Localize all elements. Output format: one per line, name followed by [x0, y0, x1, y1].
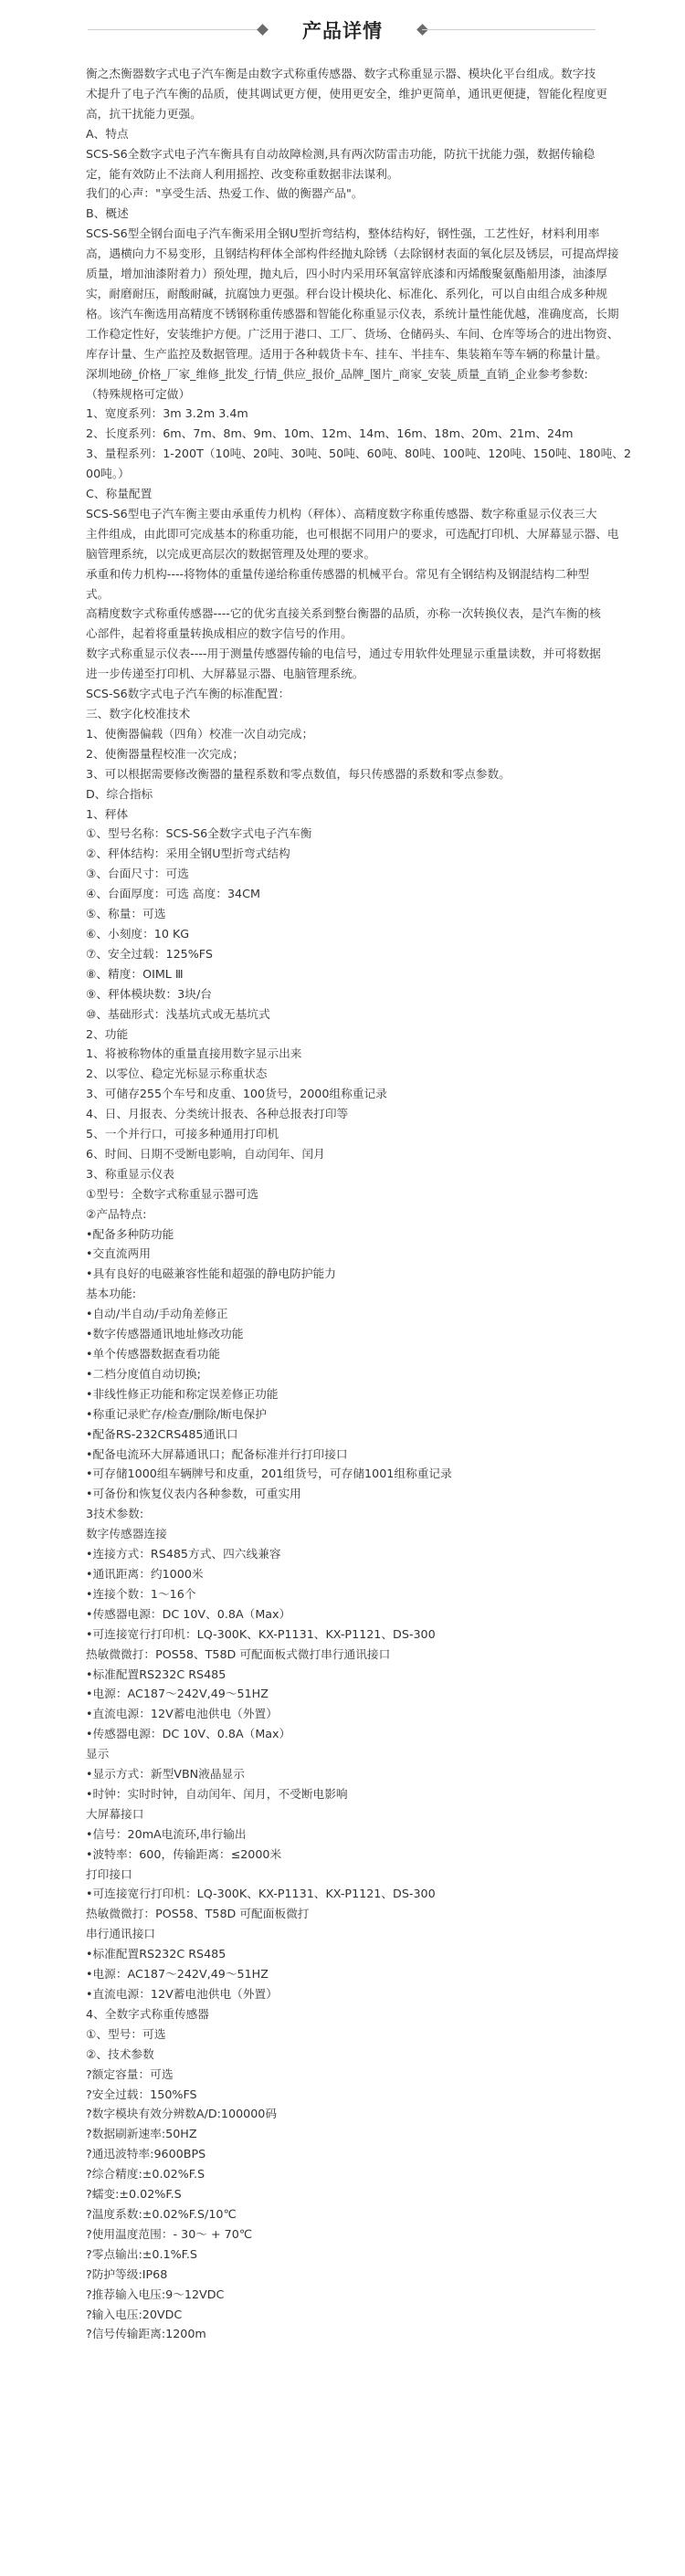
text-line: ?数据刷新速率:50HZ — [86, 2127, 197, 2141]
text-line: •单个传感器数据查看功能 — [86, 1347, 221, 1361]
text-line: •可备份和恢复仪表内各种参数，可重实用 — [86, 1487, 301, 1501]
text-line: SCS-S6全数字式电子汽车衡具有自动故障检测,具有两次防雷击功能，防抗干扰能力强，数据传输稳 — [86, 146, 595, 161]
text-line: ⑤、称量：可选 — [86, 907, 166, 921]
text-line: ?数字模块有效分辨数A/D:100000码 — [86, 2107, 278, 2121]
text-line: 质量，增加油漆附着力）预处理，抛丸后，四小时内采用环氧富锌底漆和丙烯酸聚氨酯船用漆，油漆厚 — [86, 267, 607, 281]
text-line: 工作稳定性好，安装维护方便。广泛用于港口、工厂、货场、仓储码头、车间、仓库等场合的进出物资、 — [86, 326, 619, 341]
text-line: ①、型号名称：SCS-S6全数字式电子汽车衡 — [86, 826, 312, 841]
text-line: 串行通讯接口 — [86, 1927, 156, 1941]
text-line: 式。 — [86, 586, 110, 601]
text-line: •连接个数：1～16个 — [86, 1586, 196, 1601]
text-line: •可连接宽行打印机：LQ-300K、KX-P1131、KX-P1121、DS-300 — [86, 1887, 436, 1901]
text-line: 高，遇横向力不易变形，且钢结构秤体全部构件经抛丸除锈（去除钢材表面的氧化层及锈层，可提高焊接 — [86, 247, 619, 261]
text-line: •电源：AC187～242V,49～51HZ — [86, 1967, 269, 1982]
text-line: 实，耐磨耐压，耐酸耐碱，抗腐蚀力更强。秤台设计模块化、标准化、系列化，可以自由组合成多种规 — [86, 286, 607, 300]
text-line: ?通迅波特率:9600BPS — [86, 2147, 206, 2161]
text-line: 进一步传递至打印机、大屏幕显示器、电脑管理系统。 — [86, 667, 364, 681]
text-line: ?输入电压:20VDC — [86, 2307, 183, 2321]
text-line: 2、使衡器量程校准一次完成； — [86, 746, 245, 761]
text-line: 衡之杰衡器数字式电子汽车衡是由数字式称重传感器、数字式称重显示器、模块化平台组成。数字技 — [86, 67, 596, 80]
text-line: 打印接口 — [86, 1866, 132, 1881]
text-line: SCS-S6型电子汽车衡主要由承重传力机构（秤体）、高精度数字称重传感器、数字称重显示仪表三大 — [86, 506, 597, 520]
text-line: ?信号传输距离:1200m — [86, 2327, 206, 2341]
text-line: •连接方式：RS485方式、四六线兼容 — [86, 1547, 281, 1561]
text-line: ⑩、基础形式：浅基坑式或无基坑式 — [86, 1006, 270, 1021]
text-line: 2、以零位、稳定光标显示称重状态 — [86, 1067, 268, 1081]
text-line: 1、将被称物体的重量直接用数字显示出来 — [86, 1046, 302, 1061]
text-line: •通讯距离：约1000米 — [86, 1566, 204, 1581]
text-line: •数字传感器通讯地址修改功能 — [86, 1327, 244, 1341]
text-line: 三、数字化校准技术 — [86, 707, 191, 720]
text-line: ①、型号：可选 — [86, 2026, 166, 2041]
text-line: 5、一个并行口，可接多种通用打印机 — [86, 1127, 279, 1141]
text-line: •显示方式：新型VBN液晶显示 — [86, 1767, 245, 1782]
text-line: •交直流两用 — [86, 1246, 151, 1261]
text-line: •非线性修正功能和称定误差修正功能 — [86, 1386, 279, 1401]
text-line: •标准配置RS232C RS485 — [86, 1667, 227, 1681]
text-line: 高，抗干扰能力更强。 — [86, 106, 202, 121]
text-line: ?使用温度范围：- 30～ + 70℃ — [86, 2226, 253, 2241]
text-line: ⑨、秤体模块数：3块/台 — [86, 986, 212, 1001]
text-line: ②产品特点: — [86, 1206, 147, 1221]
text-line: ?综合精度:±0.02%F.S — [86, 2167, 206, 2182]
text-line: 3、可以根据需要修改衡器的量程系数和零点数值，每只传感器的系数和零点参数。 — [86, 766, 511, 781]
text-line: •信号：20mA电流环,串行输出 — [86, 1826, 247, 1841]
text-line: （特殊规格可定做） — [86, 386, 191, 401]
text-line: •配备多种防功能 — [86, 1226, 174, 1241]
text-line: 1、宽度系列：3m 3.2m 3.4m — [86, 406, 248, 421]
page-title: 产品详情 — [302, 20, 383, 42]
text-line: 00吨。） — [86, 467, 130, 481]
text-line: 显示 — [86, 1747, 110, 1761]
text-line: 1、使衡器偏载（四角）校准一次自动完成； — [86, 726, 314, 741]
text-line: 我们的心声："享受生活、热爱工作、做的衡器产品"。 — [86, 186, 364, 201]
text-line: 2、长度系列：6m、7m、8m、9m、10m、12m、14m、16m、18m、20m、21m、24m — [86, 426, 574, 441]
text-line: ①型号：全数字式称重显示器可选 — [86, 1186, 258, 1201]
text-line: 大屏幕接口 — [86, 1806, 144, 1821]
text-line: 术提升了电子汽车衡的品质，使其调试更方便，使用更安全，维护更简单，通讯更便捷，智能化程度更 — [86, 86, 607, 100]
section-header — [0, 0, 685, 64]
text-line: D、综合指标 — [86, 786, 153, 801]
text-line: •二档分度值自动切换; — [86, 1366, 201, 1381]
text-line: SCS-S6数字式电子汽车衡的标准配置： — [86, 687, 290, 701]
text-line: 6、时间、日期不受断电影响，自动闰年、闰月 — [86, 1146, 325, 1161]
text-line: 热敏微微打：POS58、T58D 可配面板式微打串行通讯接口 — [86, 1646, 391, 1661]
text-line: ?防护等级:IP68 — [86, 2266, 168, 2281]
text-line: ③、台面尺寸：可选 — [86, 867, 189, 881]
text-line: •传感器电源：DC 10V、0.8A（Max） — [86, 1727, 291, 1741]
text-line: 基本功能: — [86, 1287, 137, 1301]
text-line: •配备RS-232CRS485通讯口 — [86, 1426, 238, 1441]
text-line: ?额定容量：可选 — [86, 2066, 174, 2081]
text-line: 数字式称重显示仪表----用于测量传感器传输的电信号，通过专用软件处理显示重量读数，并可将数据 — [86, 647, 601, 661]
text-line: 深圳地磅_价格_厂家_维修_批发_行情_供应_报价_品牌_图片_商家_安装_质量_直销_企业参考参数: — [86, 366, 588, 381]
text-line: 2、功能 — [86, 1026, 129, 1041]
text-line: ?蠕变:±0.02%F.S — [86, 2187, 182, 2202]
text-line: •可存储1000组车辆牌号和皮重，201组货号，可存储1001组称重记录 — [86, 1467, 452, 1481]
text-line: ⑥、小刻度：10 KG — [86, 926, 190, 941]
text-line: 1、秤体 — [86, 806, 129, 821]
text-line: •时钟：实时时钟，自动闰年、闰月，不受断电影响 — [86, 1786, 348, 1801]
text-line: •自动/半自动/手动角差修正 — [86, 1307, 228, 1321]
text-line: 格。该汽车衡选用高精度不锈钢称重传感器和智能化称重显示仪表，系统计量性能优越，准确度高，长期 — [86, 306, 619, 321]
text-line: SCS-S6型全钢台面电子汽车衡采用全钢U型折弯结构，整体结构好，钢性强，工艺性好，材料利用率 — [86, 226, 600, 241]
text-line: 热敏微微打：POS58、T58D 可配面板微打 — [86, 1907, 310, 1921]
header-divider-right — [422, 29, 595, 30]
product-description — [0, 64, 685, 2344]
text-line: ⑦、安全过载：125%FS — [86, 946, 213, 961]
text-line: •可连接宽行打印机：LQ-300K、KX-P1131、KX-P1121、DS-300 — [86, 1626, 436, 1641]
text-line: •波特率：600，传输距离：≤2000米 — [86, 1846, 282, 1861]
text-line: 主件组成，由此即可完成基本的称重功能，也可根据不同用户的要求，可选配打印机、大屏幕显示器、电 — [86, 526, 619, 541]
text-line: 定，能有效防止不法商人利用摇控、改变称重数据非法谋利。 — [86, 166, 399, 181]
text-line: 3、可储存255个车号和皮重、100货号，2000组称重记录 — [86, 1087, 387, 1101]
text-line: •具有良好的电磁兼容性能和超强的静电防护能力 — [86, 1267, 336, 1281]
text-line: •传感器电源：DC 10V、0.8A（Max） — [86, 1606, 291, 1621]
text-line: •直流电源：12V蓄电池供电（外置） — [86, 1987, 278, 2001]
text-line: 4、全数字式称重传感器 — [86, 2006, 209, 2021]
text-line: ②、秤体结构：采用全钢U型折弯式结构 — [86, 846, 290, 861]
text-line: ?零点输出:±0.1%F.S — [86, 2246, 197, 2261]
text-line: 4、日、月报表、分类统计报表、各种总报表打印等 — [86, 1107, 349, 1121]
text-line: ④、台面厚度：可选 高度：34CM — [86, 887, 260, 901]
text-line: ?安全过载：150%FS — [86, 2087, 197, 2101]
text-line: 心部件，起着将重量转换成相应的数字信号的作用。 — [86, 626, 353, 641]
text-line: 3、量程系列：1-200T（10吨、20吨、30吨、50吨、60吨、80吨、100吨、120吨、150吨、180吨、2 — [86, 447, 632, 461]
text-line: 库存计量、生产监控及数据管理。适用于各种载货卡车、挂车、半挂车、集装箱车等车辆的称量计量。 — [86, 346, 607, 361]
text-line: B、概述 — [86, 206, 129, 221]
text-line: •标准配置RS232C RS485 — [86, 1947, 227, 1961]
text-line: A、特点 — [86, 126, 129, 141]
text-line: 脑管理系统，以完成更高层次的数据管理及处理的要求。 — [86, 546, 376, 561]
text-line: •称重记录贮存/检查/删除/断电保护 — [86, 1406, 267, 1421]
text-line: •电源：AC187～242V,49～51HZ — [86, 1687, 269, 1701]
text-line: 承重和传力机构----将物体的重量传递给称重传感器的机械平台。常见有全钢结构及钢混结构二种型 — [86, 566, 590, 581]
text-line: ⑧、精度：OIML Ⅲ — [86, 966, 184, 981]
text-line: C、称量配置 — [86, 487, 153, 501]
text-line: 数字传感器连接 — [86, 1527, 167, 1541]
text-line: ②、技术参数 — [86, 2046, 154, 2061]
text-line: •直流电源：12V蓄电池供电（外置） — [86, 1707, 278, 1721]
text-line: 3技术参数: — [86, 1507, 144, 1521]
text-line: 高精度数字式称重传感器----它的优劣直接关系到整台衡器的品质，亦称一次转换仪表，是汽车衡的核 — [86, 606, 601, 621]
text-line: •配备电流环大屏幕通讯口；配备标准并行打印接口 — [86, 1446, 348, 1461]
text-line: ?温度系数:±0.02%F.S/10℃ — [86, 2206, 237, 2221]
text-line: 3、称重显示仪表 — [86, 1166, 174, 1181]
text-line: ?推荐输入电压:9～12VDC — [86, 2287, 225, 2301]
